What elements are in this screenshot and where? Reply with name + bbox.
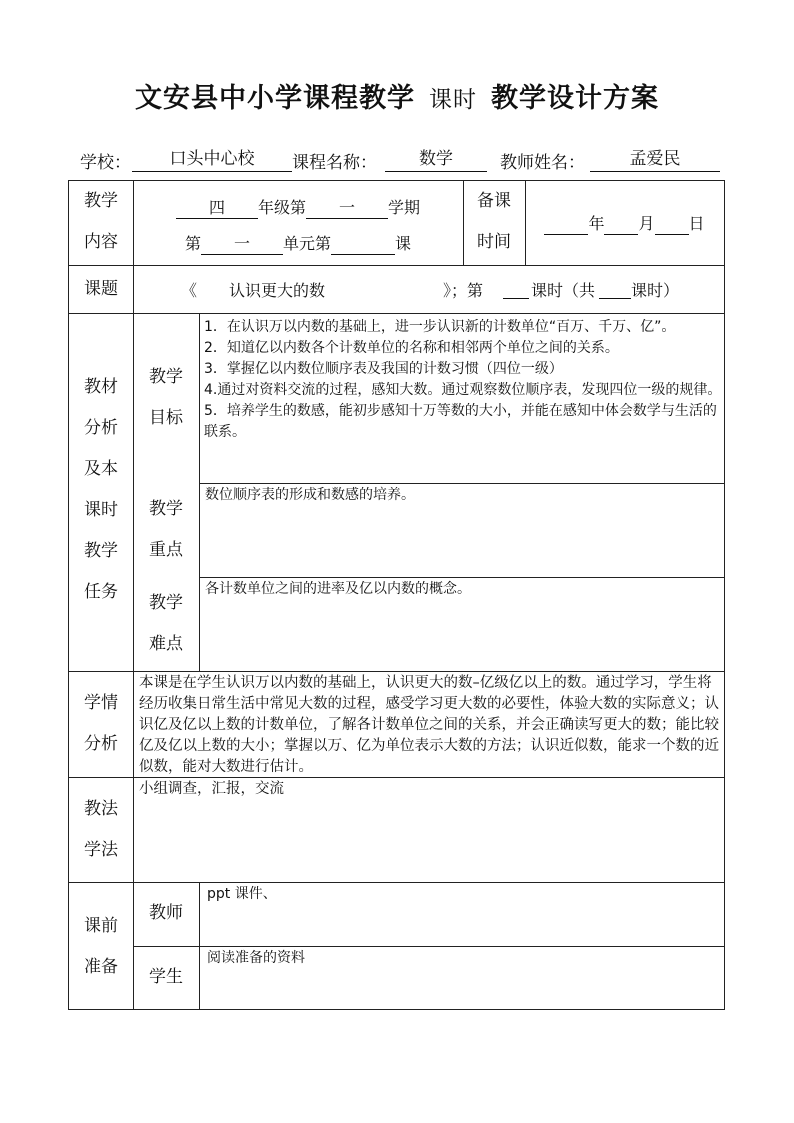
row-divider (199, 577, 724, 578)
method-text: 小组调查，汇报，交流 (139, 781, 284, 797)
learner-label: 学情 分析 (84, 693, 118, 754)
difficulty-label: 教学 难点 (149, 593, 183, 654)
goals-label: 教学 目标 (149, 367, 183, 428)
row-divider (69, 313, 724, 314)
prep-student-text: 阅读准备的资料 (207, 950, 305, 966)
prep-label: 课前 准备 (84, 916, 118, 977)
prep-student-label: 学生 (149, 967, 183, 987)
goal-item: 2．知道亿以内数各个计数单位的名称和相邻两个单位之间的关系。 (204, 340, 619, 356)
goals-list (204, 317, 722, 443)
course-value: 数学 (385, 148, 487, 172)
title-main: 文安县中小学课程教学 (135, 83, 415, 114)
col-divider (199, 313, 200, 671)
lesson-plan-table (68, 180, 725, 1010)
unit-value: 一 (201, 234, 283, 255)
topic-name: 认识更大的数 (229, 281, 326, 300)
row-divider (133, 946, 724, 947)
prep-teacher-label: 教师 (149, 903, 183, 923)
course-label: 课程名称： (292, 153, 377, 173)
goal-item: 5．培养学生的数感，能初步感知十万等数的大小，并能在感知中体会数学与生活的联系。 (204, 403, 717, 440)
key-points-text: 数位顺序表的形成和数感的培养。 (205, 487, 415, 503)
lesson-value (331, 234, 395, 255)
grade-value: 四 (176, 198, 258, 219)
difficulty-text: 各计数单位之间的进率及亿以内数的概念。 (205, 581, 471, 597)
teacher-label: 教师姓名： (500, 153, 585, 173)
title-mid: 课时 (429, 87, 477, 113)
row-divider (199, 483, 724, 484)
content-label: 教学 内容 (84, 191, 118, 252)
topic-line: 《 认识更大的数 》；第 课时（共 课时） (181, 278, 721, 302)
analysis-label: 教材 分析 及本 课时 教学 任务 (84, 377, 118, 602)
method-label: 教法 学法 (84, 799, 118, 860)
prep-time-label: 备课 时间 (477, 191, 511, 252)
goal-item: 1．在认识万以内数的基础上，进一步认识新的计数单位“百万、千万、亿”。 (204, 319, 676, 335)
teacher-value: 孟爱民 (590, 148, 720, 172)
grade-term-line: 四 年级第 一 学期 (133, 197, 463, 219)
document-title (0, 76, 794, 115)
title-tail: 教学设计方案 (491, 83, 659, 114)
row-divider (69, 265, 724, 266)
unit-lesson-line: 第 一 单元第 课 (184, 234, 412, 253)
school-value: 口头中心校 (132, 148, 292, 172)
prep-date-line: 年 月 日 (525, 213, 724, 235)
prep-teacher-text: ppt 课件、 (207, 886, 277, 902)
key-points-label: 教学 重点 (149, 499, 183, 560)
school-label: 学校： (80, 153, 131, 173)
goal-item: 4.通过对资料交流的过程，感知大数。通过观察数位顺序表，发现四位一级的规律。 (204, 382, 722, 398)
term-value: 一 (306, 198, 388, 219)
row-divider (69, 671, 724, 672)
col-divider (199, 882, 200, 1009)
goal-item: 3．掌握亿以内数位顺序表及我国的计数习惯（四位一级） (204, 361, 563, 377)
row-divider (69, 882, 724, 883)
topic-label: 课题 (84, 279, 118, 299)
info-line (80, 148, 730, 172)
learner-text: 本课是在学生认识万以内数的基础上，认识更大的数–亿级亿以上的数。通过学习，学生将经历收集日常生活中常见大数的过程，感受学习更大数的必要性，体验大数的实际意义；认识亿及亿以上数的计数单位，了解各计数单位之间的关系，并会正确读写更大的数；能比较亿及亿以上数的大小；掌握以万、亿为单位表示大数的方法；认识近似数，能求一个数的近似数，能对大数进行估计。 (139, 675, 719, 775)
